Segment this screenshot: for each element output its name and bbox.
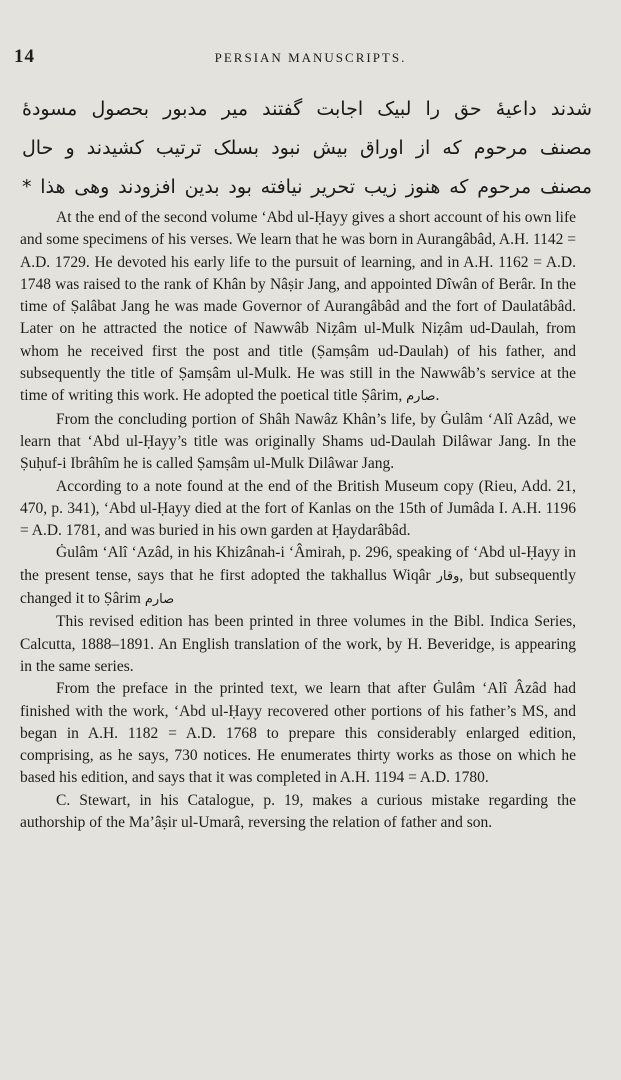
persian-quotation xyxy=(22,90,592,207)
page-header xyxy=(0,46,621,70)
paragraph-revised-edition: This revised edition has been printed in three volumes in the Bibl. Indica Series, Calcutta, 1888–1891. An English translation of the work, by H. Beveridge, is appearing in the same series. xyxy=(20,613,576,675)
persian-line: مصنف مرحوم که از اوراق بیش نبود بسلک ترتیب کشیدند و حال xyxy=(22,137,592,159)
persian-word: وقار xyxy=(436,568,460,584)
persian-word: صارم xyxy=(406,389,436,405)
running-title: PERSIAN MANUSCRIPTS. xyxy=(214,50,407,65)
persian-line: مصنف مرحوم که هنوز زیب تحریر نیافته بود بدین افزودند وهی هذا * xyxy=(22,176,592,198)
paragraph-british-museum: According to a note found at the end of the British Museum copy (Rieu, Add. 21, 470, p. 341), ‘Abd ul-Ḥayy died at the fort of Kanlas on the 15th of Jumâda I. A.H. 1196 = A.D. 1781, and was buried in his own garden at Ḥaydarâbâd. xyxy=(20,477,576,540)
paragraph-shah-nawaz: From the concluding portion of Shâh Nawâz Khân’s life, by Ġulâm ‘Alî Azâd, we learn that ‘Abd ul-Ḥayy’s title was originally Shams ud-Daulah Dilâwar Jang. In the Ṣuḥuf-i Ibrâhîm he is called Ṣamṣâm ul-Mulk Dilâwar Jang. xyxy=(20,410,576,473)
persian-line: شدند داعیهٔ حق را لبیک اجابت گفتند میر مدبور بحصول مسودهٔ xyxy=(22,98,592,120)
paragraph-biography: At the end of the second volume ‘Abd ul-Ḥayy gives a short account of his own life and some specimens of his verses. We learn that he was born in Aurangâbâd, A.H. 1142 = A.D. 1729. He devoted his early life to the pursuit of learning, and in A.H. 1162 = A.D. 1748 was raised to the rank of Khân by Nâṣir Jang, and appointed Dîwân of Berâr. In the time of Ṣalâbat Jang he was made Governor of Aurangâbâd and the fort of Daulatâbâd. Later on he attracted the notice of Nawwâb Niẓâm ul-Mulk Niẓâm ud-Daulah, from whom he received first the post and title (Ṣamṣâm ud-Daulah) of his father, and subsequently the title of Ṣamṣâm ul-Mulk. He was still in the Nawwâb’s service at the time of writing this work. He adopted the poetical title Ṣârim, صارم. xyxy=(20,209,576,405)
paragraph-khizanah: Ġulâm ‘Alî ‘Azâd, in his Khizânah-i ‘Âmirah, p. 296, speaking of ‘Abd ul-Ḥayy in the present tense, says that he first adopted the takhallus Wiqâr وقار, but subsequently changed it to Ṣârim صارم xyxy=(20,544,576,608)
persian-word: صارم xyxy=(144,592,175,608)
body-text xyxy=(20,207,576,834)
paragraph-preface: From the preface in the printed text, we learn that after Ġulâm ‘Alî Âzâd had finished with the work, ‘Abd ul-Ḥayy recovered other portions of his father’s MS, and began in A.H. 1182 = A.D. 1768 to prepare this considerably enlarged edition, comprising, as he says, 730 notices. He enumerates thirty works as those on which he based his edition, and says that it was completed in A.H. 1194 = A.D. 1780. xyxy=(20,680,576,787)
paragraph-stewart: C. Stewart, in his Catalogue, p. 19, makes a curious mistake regarding the authorship of the Ma’âṣir ul-Umarâ, reversing the relation of father and son. xyxy=(20,791,576,832)
page-number: 14 xyxy=(14,46,35,67)
